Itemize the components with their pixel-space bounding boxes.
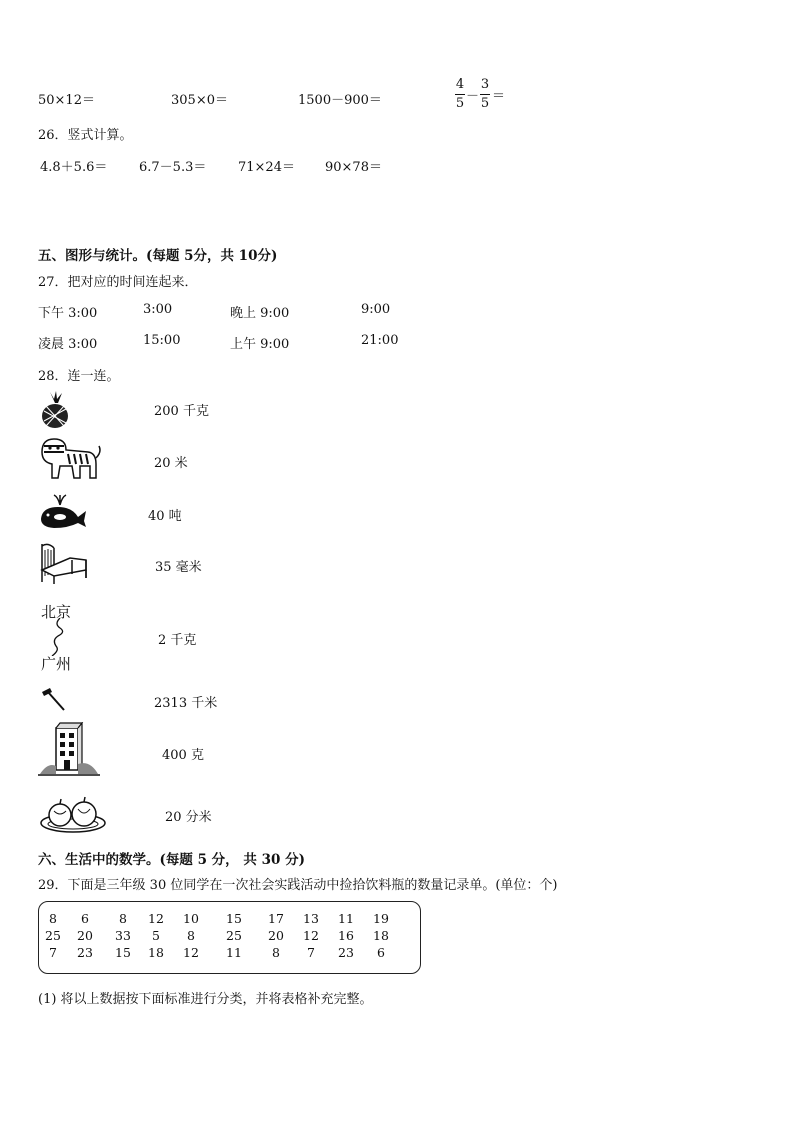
record-value: 6	[81, 911, 89, 926]
q28-title: 28．连一连。	[38, 369, 120, 384]
fraction-b-denominator: 5	[480, 96, 490, 111]
record-value: 33	[115, 928, 131, 943]
q27-r2-c4: 21:00	[361, 333, 399, 348]
record-value: 18	[373, 928, 389, 943]
minus-sign: －	[466, 89, 480, 104]
unit-5: 2 千克	[158, 633, 197, 648]
section6-title: 六、生活中的数学。(每题 5 分， 共 30 分)	[38, 852, 305, 868]
record-value: 11	[338, 911, 354, 926]
unit-7: 400 克	[162, 748, 204, 763]
record-value: 5	[152, 928, 160, 943]
pineapple-icon	[38, 391, 72, 429]
q29-sub1: (1) 将以上数据按下面标准进行分类，并将表格补充完整。	[38, 992, 373, 1007]
q26-title: 26．竖式计算。	[38, 128, 133, 143]
q27-r2-c3: 上午 9:00	[230, 337, 290, 352]
unit-8: 20 分米	[165, 810, 212, 825]
record-value: 20	[268, 928, 284, 943]
q27-r1-c3: 晚上 9:00	[230, 306, 290, 321]
record-value: 18	[148, 945, 164, 960]
fraction-a	[455, 78, 465, 111]
q26-item-1: 4.8＋5.6＝	[40, 160, 108, 175]
record-value: 15	[226, 911, 242, 926]
record-value: 23	[77, 945, 93, 960]
record-value: 7	[307, 945, 315, 960]
fraction-expression	[455, 78, 505, 111]
record-value: 8	[119, 911, 127, 926]
nail-icon	[40, 686, 70, 714]
record-value: 23	[338, 945, 354, 960]
q27-r1-c4: 9:00	[361, 302, 391, 317]
unit-1: 200 千克	[154, 404, 209, 419]
record-value: 8	[272, 945, 280, 960]
tiger-icon	[38, 436, 102, 482]
record-value: 19	[373, 911, 389, 926]
fraction-b-numerator: 3	[480, 77, 490, 92]
record-value: 20	[77, 928, 93, 943]
record-value: 17	[268, 911, 284, 926]
record-value: 25	[226, 928, 242, 943]
record-value: 7	[49, 945, 57, 960]
section5-title: 五、图形与统计。(每题 5分，共 10分)	[38, 248, 278, 264]
record-value: 15	[115, 945, 131, 960]
q29-title: 29．下面是三年级 30 位同学在一次社会实践活动中捡拾饮料瓶的数量记录单。(单位：个)	[38, 878, 558, 893]
q27-r2-c1: 凌晨 3:00	[38, 337, 98, 352]
fraction-b	[480, 78, 490, 111]
record-value: 13	[303, 911, 319, 926]
route-line-icon	[44, 618, 80, 656]
equals-sign: ＝	[492, 89, 506, 104]
record-value: 12	[303, 928, 319, 943]
whale-icon	[38, 491, 88, 531]
q27-r2-c2: 15:00	[143, 333, 181, 348]
calc-expr-2: 305×0＝	[171, 93, 228, 108]
unit-4: 35 毫米	[155, 560, 202, 575]
bed-icon	[38, 540, 90, 586]
plate-of-fruit-icon	[38, 795, 108, 835]
record-value: 11	[226, 945, 242, 960]
unit-6: 2313 千米	[154, 696, 218, 711]
calc-expr-3: 1500－900＝	[298, 93, 382, 108]
record-value: 12	[183, 945, 199, 960]
calc-expr-1: 50×12＝	[38, 93, 95, 108]
unit-2: 20 米	[154, 456, 188, 471]
record-value: 10	[183, 911, 199, 926]
fraction-a-numerator: 4	[455, 77, 465, 92]
building-icon	[38, 722, 100, 778]
q27-title: 27．把对应的时间连起来．	[38, 275, 198, 290]
q26-item-3: 71×24＝	[238, 160, 295, 175]
record-value: 16	[338, 928, 354, 943]
record-value: 25	[45, 928, 61, 943]
record-value: 12	[148, 911, 164, 926]
q26-item-4: 90×78＝	[325, 160, 382, 175]
q27-r1-c1: 下午 3:00	[38, 306, 98, 321]
map-label-beijing: 北京	[41, 603, 72, 621]
q27-r1-c2: 3:00	[143, 302, 173, 317]
fraction-a-denominator: 5	[455, 96, 465, 111]
record-value: 8	[49, 911, 57, 926]
record-value: 8	[187, 928, 195, 943]
unit-3: 40 吨	[148, 509, 182, 524]
record-value: 6	[377, 945, 385, 960]
q26-item-2: 6.7－5.3＝	[139, 160, 207, 175]
map-label-guangzhou: 广州	[41, 655, 72, 673]
